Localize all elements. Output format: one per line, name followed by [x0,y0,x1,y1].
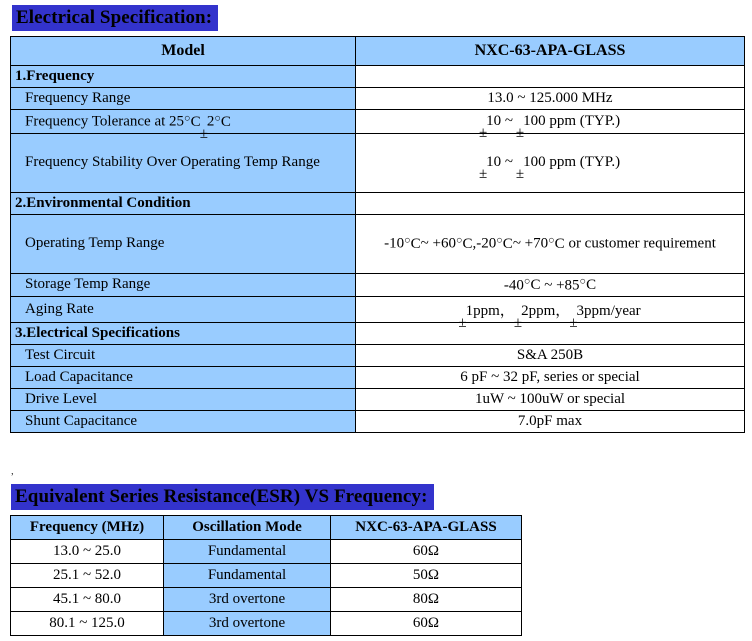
esr-vs-frequency-table [10,515,522,636]
esr-mode-cell: Fundamental [164,540,331,564]
spec-group-row [11,192,745,214]
spec-value-cell: ± 1ppm， ± 2ppm， ± 3ppm/year [356,297,745,323]
spec-label-cell: Load Capacitance [11,367,356,389]
spec-label-cell: 1.Frequency [11,66,356,88]
spec-label-cell: Aging Rate [11,297,356,323]
spec-label-cell: Shunt Capacitance [11,411,356,433]
spec-value-cell: 13.0 ~ 125.000 MHz [356,88,745,110]
esr-mode-cell: 3rd overtone [164,588,331,612]
esr-table-row [11,588,522,612]
spec-value-cell: ± 10 ~ ± 100 ppm (TYP.) [356,110,745,134]
spec-group-row [11,323,745,345]
spec-value-cell: 1uW ~ 100uW or special [356,389,745,411]
esr-resistance-cell: 60Ω [331,612,522,636]
section-heading-electrical-specification: Electrical Specification: [12,5,218,31]
esr-frequency-cell: 80.1 ~ 125.0 [11,612,164,636]
spec-item-row [11,345,745,367]
spec-value-cell [356,66,745,88]
spec-item-row [11,214,745,273]
spec-group-row [11,66,745,88]
esr-frequency-cell: 45.1 ~ 80.0 [11,588,164,612]
esr-table-row [11,564,522,588]
esr-resistance-cell: 50Ω [331,564,522,588]
esr-mode-cell: Fundamental [164,564,331,588]
spec-value-cell [356,323,745,345]
spec-label-cell: Test Circuit [11,345,356,367]
spec-label-cell: Frequency Tolerance at 25○C ± 2○C [11,110,356,134]
spec-item-row [11,297,745,323]
spec-label-cell: 2.Environmental Condition [11,192,356,214]
column-header-part-number: NXC-63-APA-GLASS [356,37,745,66]
esr-mode-cell: 3rd overtone [164,612,331,636]
esr-column-header-2: Oscillation Mode [164,516,331,540]
esr-resistance-cell: 80Ω [331,588,522,612]
spec-label-cell: 3.Electrical Specifications [11,323,356,345]
spec-label-cell: Storage Temp Range [11,273,356,297]
esr-header-row [11,516,522,540]
spec-label-cell: Drive Level [11,389,356,411]
spec-item-row [11,273,745,297]
spec-value-cell: -40○C ~ +85○C [356,273,745,297]
spec-item-row [11,367,745,389]
stray-punctuation-mark: , [11,465,14,477]
esr-table-row [11,540,522,564]
spec-value-cell: 6 pF ~ 32 pF, series or special [356,367,745,389]
spec-value-cell: S&A 250B [356,345,745,367]
spec-value-cell [356,192,745,214]
spec-label-cell: Frequency Range [11,88,356,110]
esr-table-row [11,612,522,636]
spec-value-cell: -10○C~ +60○C,-20○C~ +70○C or customer requirement [356,214,745,273]
spec-item-row [11,88,745,110]
spec-item-row [11,389,745,411]
esr-resistance-cell: 60Ω [331,540,522,564]
electrical-specification-table [10,36,745,433]
section-heading-esr-vs-frequency: Equivalent Series Resistance(ESR) VS Frequency: [11,484,434,510]
table-header-row [11,37,745,66]
esr-column-header-1: Frequency (MHz) [11,516,164,540]
spec-label-cell: Frequency Stability Over Operating Temp Range [11,133,356,192]
spec-value-cell: 7.0pF max [356,411,745,433]
spec-value-cell: ± 10 ~ ± 100 ppm (TYP.) [356,133,745,192]
esr-column-header-3: NXC-63-APA-GLASS [331,516,522,540]
spec-label-cell: Operating Temp Range [11,214,356,273]
spec-item-row [11,133,745,192]
spec-item-row [11,110,745,134]
esr-frequency-cell: 13.0 ~ 25.0 [11,540,164,564]
spec-item-row [11,411,745,433]
column-header-model: Model [11,37,356,66]
esr-frequency-cell: 25.1 ~ 52.0 [11,564,164,588]
